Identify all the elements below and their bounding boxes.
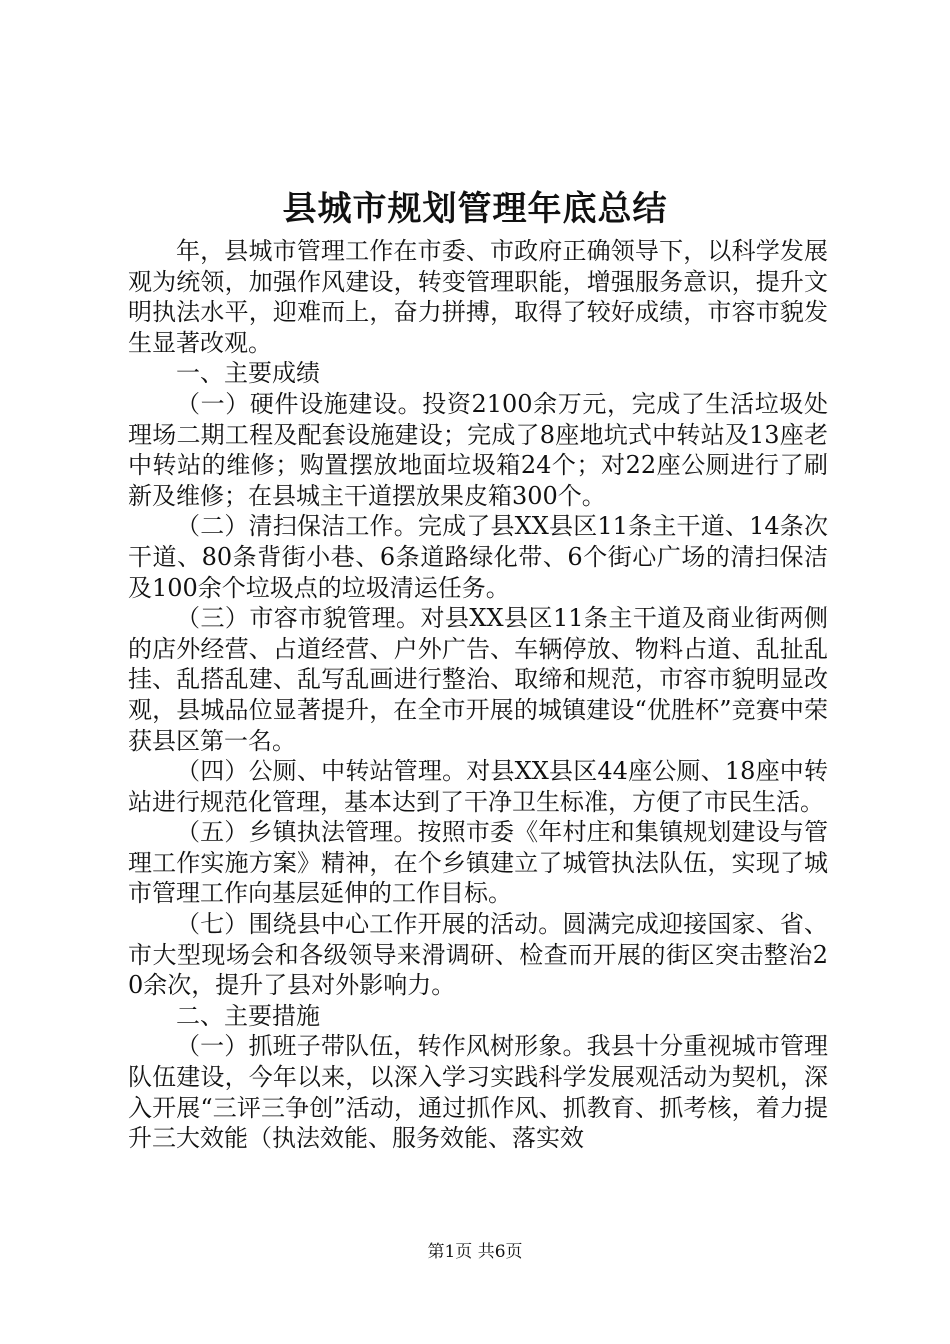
paragraph-team-building: （一）抓班子带队伍，转作风树形象。我县十分重视城市管理队伍建设，今年以来，以深入学习实践科学发展观活动为契机，深入开展“三评三争创”活动，通过抓作风、抓教育、抓考核，着力提升三大效能（执法效能、服务效能、落实效 xyxy=(128,1032,828,1153)
document-body xyxy=(128,236,828,1154)
paragraph-cleaning-work: （二）清扫保洁工作。完成了县XX县区11条主干道、14条次干道、80条背街小巷、6条道路绿化带、6个街心广场的清扫保洁及100余个垃圾点的垃圾清运任务。 xyxy=(128,512,828,602)
paragraph-hardware-facilities: （一）硬件设施建设。投资2100余万元，完成了生活垃圾处理场二期工程及配套设施建设；完成了8座地坑式中转站及13座老中转站的维修；购置摆放地面垃圾箱24个；对22座公厕进行了刷新及维修；在县城主干道摆放果皮箱300个。 xyxy=(128,389,828,510)
document-title: 县城市规划管理年底总结 xyxy=(282,189,668,229)
paragraph-center-activities: （七）围绕县中心工作开展的活动。圆满完成迎接国家、省、市大型现场会和各级领导来滑调研、检查而开展的街区突击整治20余次，提升了县对外影响力。 xyxy=(128,910,828,1000)
section-heading-achievements: 一、主要成绩 xyxy=(176,359,320,388)
section-heading-measures: 二、主要措施 xyxy=(176,1001,320,1030)
paragraph-toilets-transfer-stations: （四）公厕、中转站管理。对县XX县区44座公厕、18座中转站进行规范化管理，基本达到了干净卫生标准，方便了市民生活。 xyxy=(128,757,828,816)
paragraph-city-appearance: （三）市容市貌管理。对县XX县区11条主干道及商业街两侧的店外经营、占道经营、户外广告、车辆停放、物料占道、乱扯乱挂、乱搭乱建、乱写乱画进行整治、取缔和规范，市容市貌明显改观，县城品位显著提升，在全市开展的城镇建设“优胜杯”竞赛中荣获县区第一名。 xyxy=(128,604,828,755)
page-number-footer: 第1页 共6页 xyxy=(427,1242,523,1262)
paragraph-township-enforcement: （五）乡镇执法管理。按照市委《年村庄和集镇规划建设与管理工作实施方案》精神，在个乡镇建立了城管执法队伍，实现了城市管理工作向基层延伸的工作目标。 xyxy=(128,818,828,908)
intro-paragraph: 年，县城市管理工作在市委、市政府正确领导下，以科学发展观为统领，加强作风建设，转变管理职能，增强服务意识，提升文明执法水平，迎难而上，奋力拼搏，取得了较好成绩，市容市貌发生显著改观。 xyxy=(128,237,828,357)
